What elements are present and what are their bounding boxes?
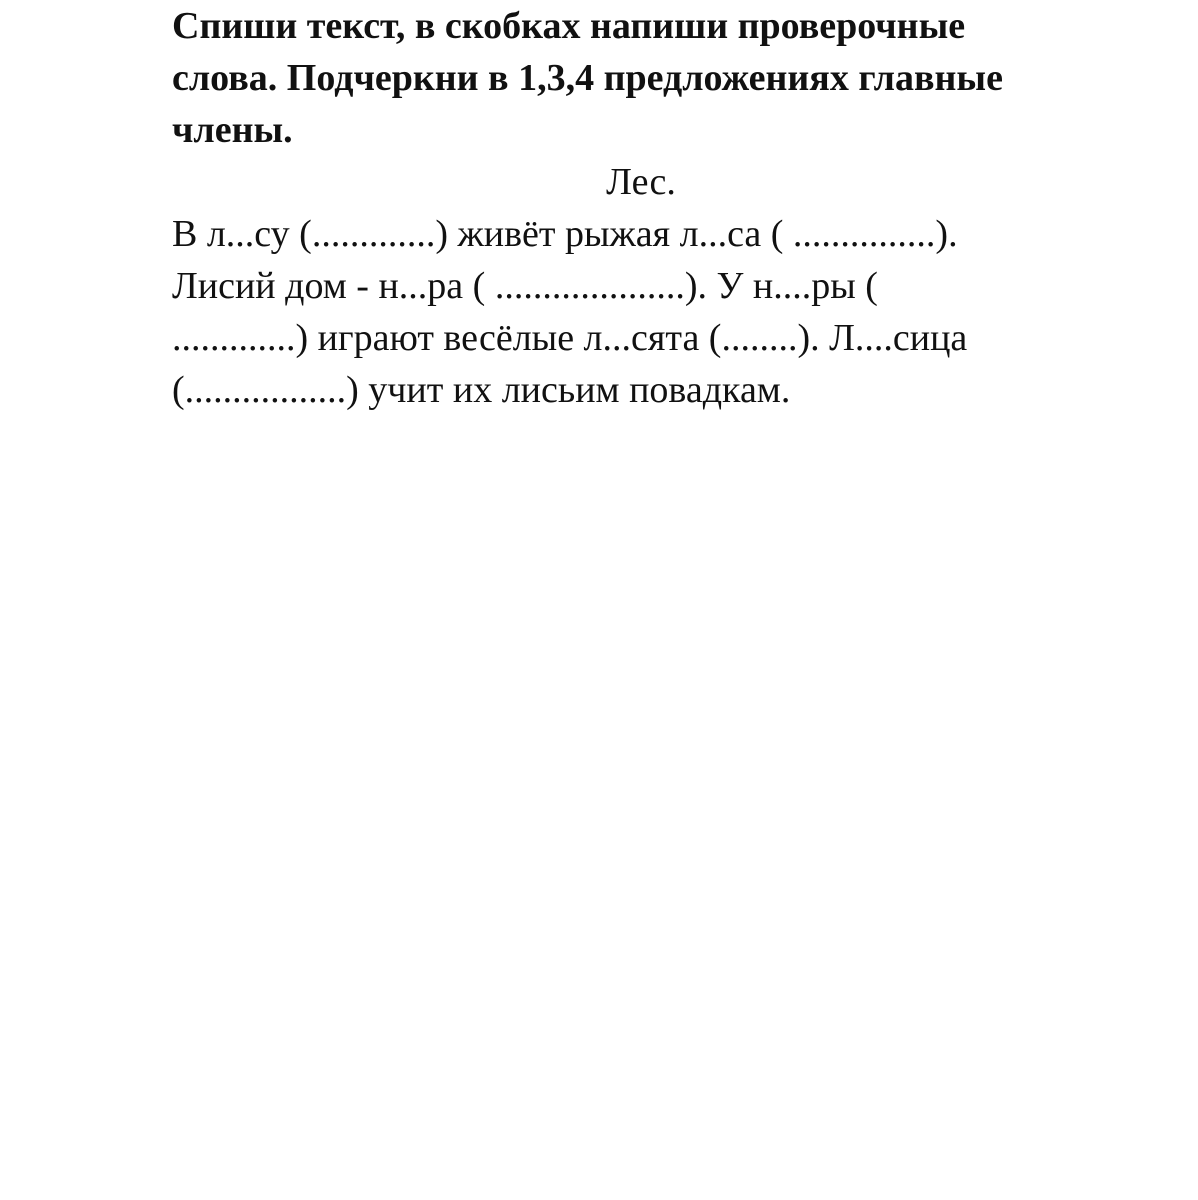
story-text	[172, 208, 1102, 416]
story-line: .............) играют весёлые л...сята (........). Л....сица	[172, 317, 968, 359]
story-line: В л...су (.............) живёт рыжая л...са ( ...............).	[172, 213, 958, 255]
task-line: слова. Подчеркни в 1,3,4 предложениях главные	[172, 57, 1003, 99]
task-line: Спиши текст, в скобках напиши проверочные	[172, 5, 966, 47]
task-instruction	[172, 0, 1102, 156]
task-line: члены.	[172, 109, 293, 151]
story-title: Лес.	[606, 161, 676, 203]
story-line: Лисий дом - н...ра ( ....................). У н....ры (	[172, 265, 878, 307]
worksheet-text	[172, 0, 1102, 416]
story-line: (.................) учит их лисьим повадкам.	[172, 369, 791, 411]
